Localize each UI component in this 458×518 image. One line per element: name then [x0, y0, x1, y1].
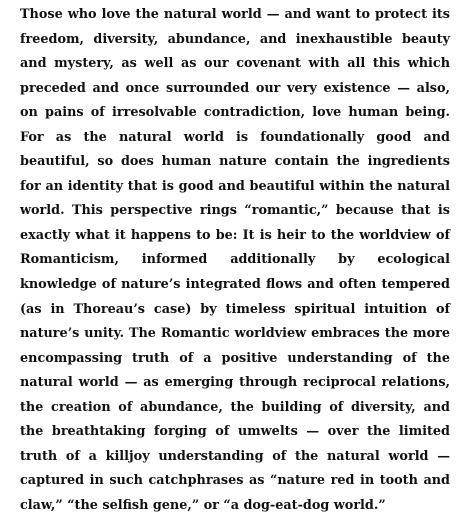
body-paragraph: Those who love the natural world — and want to protect its freedom, diversity, abundance, and inexhaustible beauty and mystery, as well as our covenant with all this which preceded and once surrounded our very existence — also, on pains of irresolvable contradiction, love human being. For as the natural world is foundationally good and beautiful, so does human nature contain the ingredients for an identity that is good and beautiful within the natural world. This perspective rings “romantic,” because that is exactly what it happens to be: It is heir to the worldview of Romanticism, informed additionally by ecological knowledge of nature’s integrated flows and often tempered (as in Thoreau’s case) by timeless spiritual intuition of nature’s unity. The Romantic worldview embraces the more encompassing truth of a positive understanding of the natural world — as emerging through reciprocal relations, the creation of abundance, the building of diversity, and the breathtaking forging of umwelts — over the limited truth of a killjoy understanding of the natural world —captured in such catchphrases as “nature red in tooth and claw,” “the selfish gene,” or “a dog-eat-dog world.” [20, 7, 450, 513]
